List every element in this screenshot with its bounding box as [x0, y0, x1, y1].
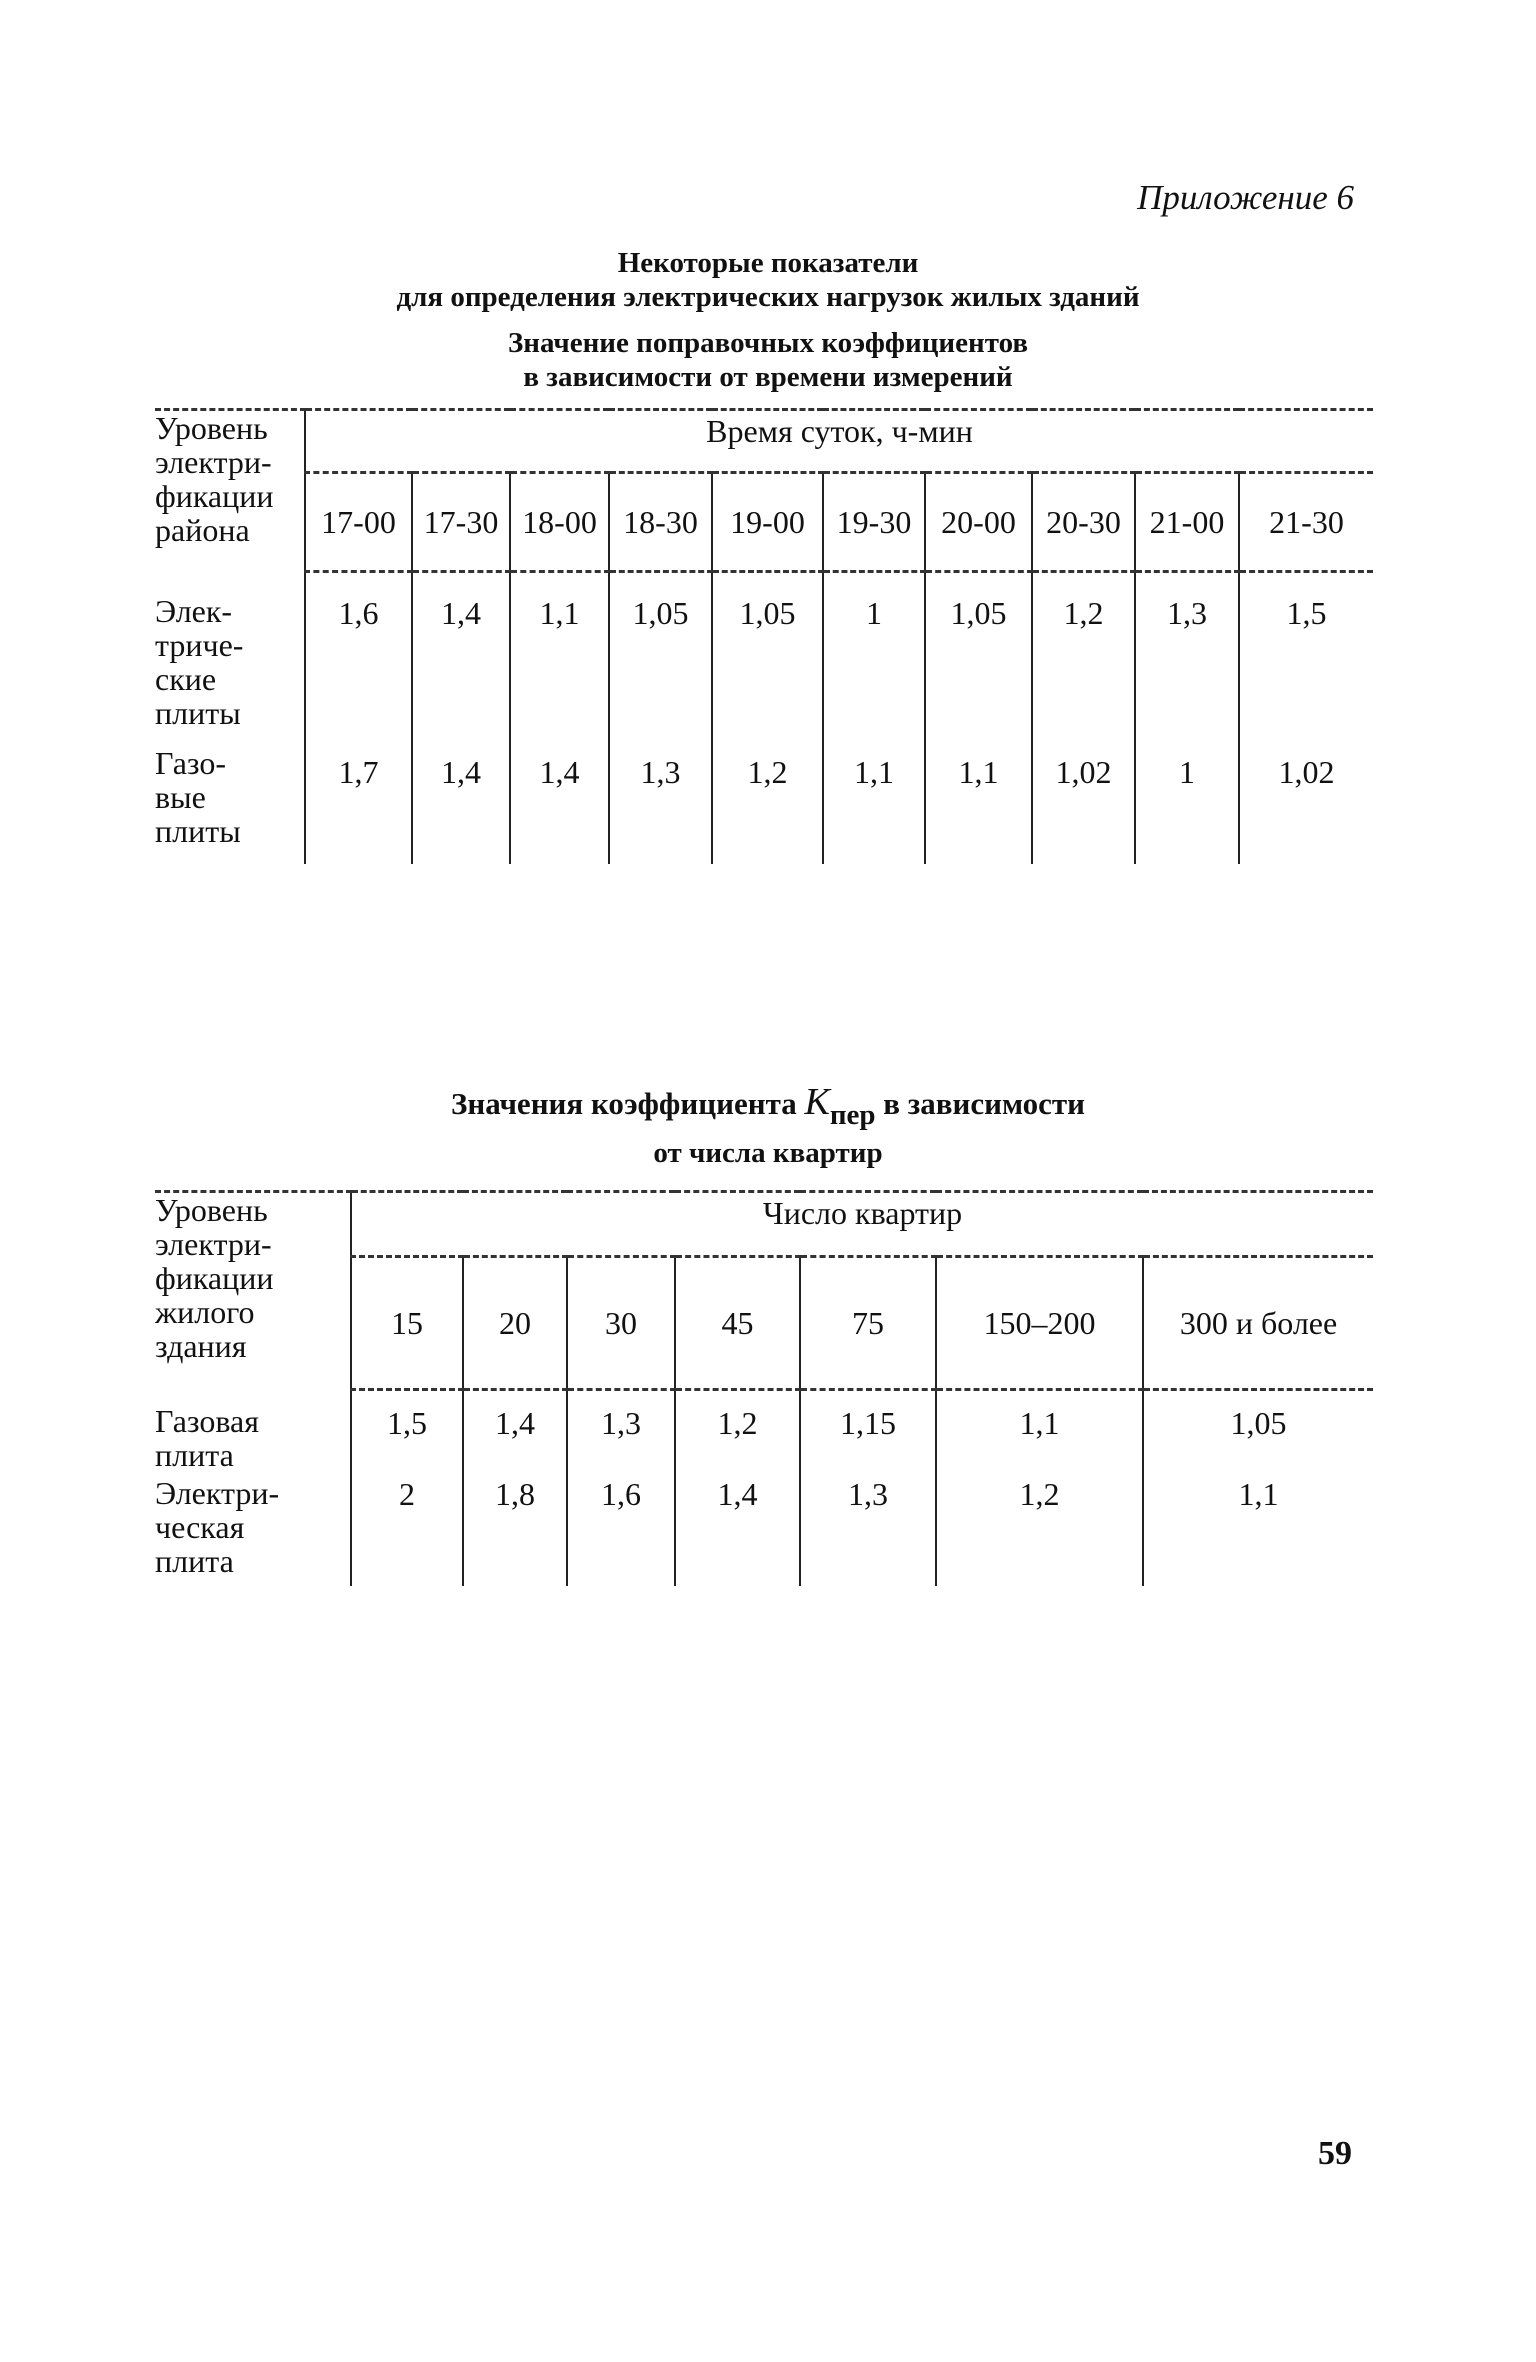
table2-column-header: 30 [567, 1257, 675, 1390]
table1-cell: 1,2 [1032, 572, 1135, 746]
table2-row-header-line: электри- [155, 1226, 272, 1262]
table2-row-header [155, 1192, 351, 1390]
table1-column-header: 18-30 [609, 473, 712, 572]
table2-column-header: 15 [351, 1257, 463, 1390]
table2-cell: 1,05 [1143, 1390, 1373, 1476]
table-row [155, 572, 1373, 746]
heading2-line-1 [0, 1081, 1536, 1132]
table1-cell: 1,3 [609, 746, 712, 864]
table2-cell: 1,5 [351, 1390, 463, 1476]
table1-cell: 1,5 [1239, 572, 1373, 746]
table1-row-header-line: электри- [155, 444, 272, 480]
table1-cell: 1,4 [412, 572, 510, 746]
table1-cell: 1,6 [305, 572, 412, 746]
table1-row-header [155, 410, 305, 572]
table1-column-header: 20-00 [925, 473, 1032, 572]
table2-column-header: 150–200 [936, 1257, 1143, 1390]
table1-cell: 1,05 [609, 572, 712, 746]
table1-row-label [155, 572, 305, 746]
table1-row-label-line: плиты [155, 812, 241, 849]
k-per-coefficients-table [155, 1190, 1373, 1586]
page-number: 59 [1318, 2135, 1352, 2172]
table2-row-header-line: Уровень [155, 1192, 268, 1228]
table1-column-header: 19-00 [712, 473, 823, 572]
table2-row-label-line: плита [155, 1436, 234, 1473]
table1-cell: 1,1 [925, 746, 1032, 864]
table2-row-label-line: ческая [155, 1508, 245, 1545]
table2-cell: 1,3 [800, 1476, 936, 1586]
table2-cell: 1,6 [567, 1476, 675, 1586]
table1-row-label-line: вые [155, 778, 206, 815]
table2-cell: 2 [351, 1476, 463, 1586]
table2-row-header-line: жилого [155, 1294, 255, 1330]
table1-cell: 1,02 [1239, 746, 1373, 864]
table2-cell: 1,1 [1143, 1476, 1373, 1586]
table2-span-title: Число квартир [351, 1192, 1373, 1257]
table1-row-header-line: района [155, 512, 250, 548]
table2-cell: 1,2 [675, 1390, 800, 1476]
table2-cell: 1,15 [800, 1390, 936, 1476]
table1-cell: 1,4 [510, 746, 609, 864]
table2-column-header: 45 [675, 1257, 800, 1390]
table1-cell: 1,7 [305, 746, 412, 864]
table1-cell: 1,1 [823, 746, 925, 864]
table1-cell: 1,02 [1032, 746, 1135, 864]
heading2-after: в зависимости [875, 1086, 1086, 1121]
k-subscript: пер [829, 1099, 876, 1131]
table2-cell: 1,3 [567, 1390, 675, 1476]
table1-column-header: 19-30 [823, 473, 925, 572]
table2-row-label-line: плита [155, 1542, 234, 1579]
table1-cell: 1 [823, 572, 925, 746]
table1-cell: 1,1 [510, 572, 609, 746]
table2-column-header: 75 [800, 1257, 936, 1390]
table1-cell: 1,05 [712, 572, 823, 746]
table2-row-label [155, 1390, 351, 1476]
table1-cell: 1,3 [1135, 572, 1239, 746]
table1-row-label-line: плиты [155, 694, 241, 731]
table2-row-label [155, 1476, 351, 1586]
table1-column-header: 21-30 [1239, 473, 1373, 572]
table2-cell: 1,4 [463, 1390, 567, 1476]
table1-column-header: 20-30 [1032, 473, 1135, 572]
table2-row-header-line: здания [155, 1328, 247, 1364]
heading2-before: Значения коэффициента [450, 1086, 805, 1121]
heading2-line-2: от числа квартир [653, 1137, 883, 1169]
table1-row-header-line: Уровень [155, 410, 268, 446]
table1-column-header: 21-00 [1135, 473, 1239, 572]
k-symbol: K [804, 1081, 830, 1123]
table1-cell: 1,05 [925, 572, 1032, 746]
heading-line-4: в зависимости от времени измерений [523, 361, 1013, 393]
table1-row-label-line: Элек- [155, 592, 233, 629]
table1-column-header: 18-00 [510, 473, 609, 572]
table-row [155, 746, 1373, 864]
table1-row-header-line: фикации [155, 478, 274, 514]
table1-row-label [155, 746, 305, 864]
table1-span-title: Время суток, ч-мин [305, 410, 1373, 473]
correction-coefficients-table [155, 408, 1373, 864]
table2-row-label-line: Электри- [155, 1474, 280, 1511]
table2-row-header-line: фикации [155, 1260, 274, 1296]
table1-cell: 1,2 [712, 746, 823, 864]
heading-line-1: Некоторые показатели [617, 247, 919, 279]
table2-column-header: 300 и более [1143, 1257, 1373, 1390]
table1-cell: 1,4 [412, 746, 510, 864]
table-row [155, 1476, 1373, 1586]
table1-column-header: 17-30 [412, 473, 510, 572]
table2-cell: 1,1 [936, 1390, 1143, 1476]
table2-cell: 1,8 [463, 1476, 567, 1586]
table2-column-header: 20 [463, 1257, 567, 1390]
heading-line-3: Значение поправочных коэффициентов [507, 327, 1029, 359]
table2-cell: 1,4 [675, 1476, 800, 1586]
table-row [155, 1390, 1373, 1476]
table1-row-label-line: ские [155, 660, 217, 697]
table1-row-label-line: Газо- [155, 744, 227, 781]
table2-cell: 1,2 [936, 1476, 1143, 1586]
appendix-label: Приложение 6 [1137, 178, 1354, 217]
table2-row-label-line: Газовая [155, 1402, 259, 1439]
table1-row-label-line: триче- [155, 626, 244, 663]
heading-line-2: для определения электрических нагрузок жилых зданий [396, 281, 1140, 313]
table1-cell: 1 [1135, 746, 1239, 864]
table1-column-header: 17-00 [305, 473, 412, 572]
